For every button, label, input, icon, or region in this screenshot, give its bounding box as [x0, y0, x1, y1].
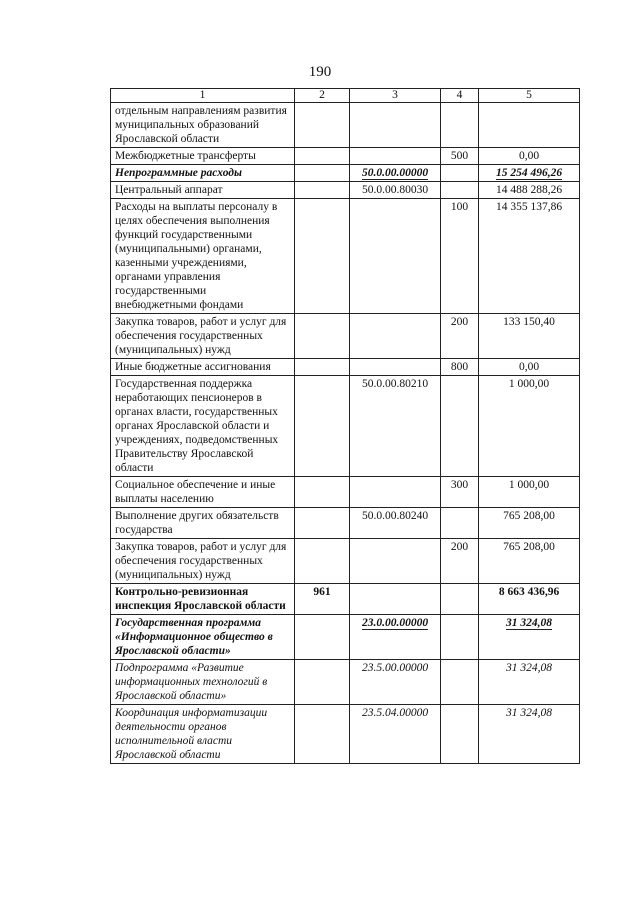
- row-amount: [479, 539, 580, 584]
- row-target-code: [350, 539, 441, 584]
- row-expense-type-text: 200: [450, 541, 469, 553]
- row-amount-text: 31 324,08: [506, 707, 552, 719]
- row-name: [111, 103, 295, 148]
- table-row: [111, 165, 580, 182]
- table-row: [111, 199, 580, 314]
- table-row: [111, 508, 580, 539]
- table-row: [111, 539, 580, 584]
- row-department-code: [295, 584, 350, 615]
- row-expense-type: [441, 199, 479, 314]
- row-name-text: Социальное обеспечение и иные выплаты населению: [115, 479, 276, 505]
- row-department-code: [295, 660, 350, 705]
- row-name-text: Межбюджетные трансферты: [115, 150, 256, 162]
- row-target-code: [350, 477, 441, 508]
- table-row: [111, 584, 580, 615]
- row-name: [111, 148, 295, 165]
- row-amount-text: 1 000,00: [508, 378, 550, 390]
- row-name-text: Государственная программа «Информационное общество в Ярославской области»: [115, 617, 273, 657]
- row-name: [111, 584, 295, 615]
- row-name-text: Государственная поддержка неработающих пенсионеров в органах власти, государственных органах Ярославской области и учреждениях, подведомственных Правительству Ярославской области: [115, 378, 279, 474]
- row-department-code: [295, 148, 350, 165]
- row-target-code: [350, 182, 441, 199]
- row-department-code: [295, 165, 350, 182]
- row-amount-text: 765 208,00: [503, 541, 555, 553]
- row-amount: [479, 359, 580, 376]
- row-target-code-text: 50.0.00.80210: [361, 378, 429, 390]
- row-target-code-text: 23.0.00.00000: [361, 617, 429, 629]
- row-name-text: Иные бюджетные ассигнования: [115, 361, 271, 373]
- row-name-text: Закупка товаров, работ и услуг для обеспечения государственных (муниципальных) нужд: [115, 316, 287, 356]
- row-target-code-text: 23.5.00.00000: [361, 662, 429, 674]
- row-expense-type: [441, 508, 479, 539]
- table-row: [111, 182, 580, 199]
- row-target-code-text: 50.0.00.00000: [361, 167, 429, 179]
- row-amount-text: 0,00: [518, 361, 540, 373]
- row-department-code: [295, 615, 350, 660]
- table-body: [111, 103, 580, 764]
- row-target-code: [350, 314, 441, 359]
- budget-table: [110, 88, 580, 764]
- row-name-text: Непрограммные расходы: [115, 167, 242, 179]
- row-amount: [479, 705, 580, 764]
- table-row: [111, 660, 580, 705]
- row-amount: [479, 508, 580, 539]
- row-amount: [479, 165, 580, 182]
- row-name-text: Координация информатизации деятельности органов исполнительной власти Ярославской области: [115, 707, 268, 761]
- row-department-code-text: 961: [313, 586, 331, 598]
- row-expense-type: [441, 539, 479, 584]
- row-target-code: [350, 199, 441, 314]
- row-amount-text: 14 488 288,26: [495, 184, 563, 196]
- row-name: [111, 705, 295, 764]
- table-row: [111, 705, 580, 764]
- row-expense-type: [441, 182, 479, 199]
- row-department-code: [295, 705, 350, 764]
- column-header: 1: [111, 89, 295, 103]
- row-name: [111, 165, 295, 182]
- row-department-code: [295, 103, 350, 148]
- row-expense-type: [441, 376, 479, 477]
- column-header: 3: [350, 89, 441, 103]
- row-target-code: [350, 508, 441, 539]
- row-expense-type-text: 500: [450, 150, 469, 162]
- row-expense-type: [441, 314, 479, 359]
- row-target-code: [350, 148, 441, 165]
- row-name-text: Подпрограмма «Развитие информационных технологий в Ярославской области»: [115, 662, 268, 702]
- row-expense-type: [441, 615, 479, 660]
- column-header: 4: [441, 89, 479, 103]
- row-expense-type: [441, 165, 479, 182]
- row-expense-type-text: 200: [450, 316, 469, 328]
- row-target-code: [350, 103, 441, 148]
- row-amount-text: 765 208,00: [503, 510, 555, 522]
- row-target-code: [350, 165, 441, 182]
- row-department-code: [295, 508, 350, 539]
- row-target-code: [350, 376, 441, 477]
- row-amount: [479, 314, 580, 359]
- row-department-code: [295, 359, 350, 376]
- row-name: [111, 376, 295, 477]
- row-target-code-text: 50.0.00.80030: [361, 184, 429, 196]
- row-amount: [479, 199, 580, 314]
- row-name: [111, 615, 295, 660]
- row-amount-text: 133 150,40: [503, 316, 555, 328]
- table-row: [111, 376, 580, 477]
- row-amount: [479, 148, 580, 165]
- row-amount: [479, 615, 580, 660]
- row-expense-type: [441, 477, 479, 508]
- row-target-code-text: 50.0.00.80240: [361, 510, 429, 522]
- row-name-text: Центральный аппарат: [115, 184, 223, 196]
- row-amount: [479, 376, 580, 477]
- row-amount-text: 0,00: [518, 150, 540, 162]
- row-amount: [479, 477, 580, 508]
- row-amount-text: 31 324,08: [506, 662, 552, 674]
- page-number: 190: [308, 64, 332, 80]
- row-amount: [479, 182, 580, 199]
- row-name: [111, 314, 295, 359]
- row-amount: [479, 660, 580, 705]
- row-name-text: Закупка товаров, работ и услуг для обеспечения государственных (муниципальных) нужд: [115, 541, 287, 581]
- row-department-code: [295, 539, 350, 584]
- table-row: [111, 103, 580, 148]
- row-amount-text: 14 355 137,86: [495, 201, 563, 213]
- row-target-code: [350, 705, 441, 764]
- row-expense-type-text: 800: [450, 361, 469, 373]
- row-target-code: [350, 359, 441, 376]
- row-amount: [479, 103, 580, 148]
- row-target-code-text: 23.5.04.00000: [361, 707, 429, 719]
- row-amount-text: 1 000,00: [508, 479, 550, 491]
- row-expense-type-text: 100: [450, 201, 469, 213]
- row-department-code: [295, 182, 350, 199]
- row-expense-type: [441, 148, 479, 165]
- row-name-text: Контрольно-ревизионная инспекция Ярославской области: [115, 586, 286, 612]
- row-name-text: отдельным направлениям развития муниципальных образований Ярославской области: [115, 105, 287, 145]
- row-name: [111, 477, 295, 508]
- row-name: [111, 508, 295, 539]
- row-expense-type: [441, 660, 479, 705]
- row-name: [111, 182, 295, 199]
- row-department-code: [295, 314, 350, 359]
- row-expense-type-text: 300: [450, 479, 469, 491]
- row-department-code: [295, 477, 350, 508]
- row-target-code: [350, 660, 441, 705]
- table-row: [111, 314, 580, 359]
- row-expense-type: [441, 103, 479, 148]
- row-amount-text: 31 324,08: [506, 617, 552, 629]
- column-header: 5: [479, 89, 580, 103]
- table-row: [111, 359, 580, 376]
- row-name: [111, 539, 295, 584]
- table-row: [111, 477, 580, 508]
- row-expense-type: [441, 705, 479, 764]
- column-header: 2: [295, 89, 350, 103]
- row-amount: [479, 584, 580, 615]
- table-header-row: [111, 89, 580, 103]
- row-name-text: Выполнение других обязательств государства: [115, 510, 279, 536]
- row-expense-type: [441, 359, 479, 376]
- row-name: [111, 660, 295, 705]
- row-name: [111, 199, 295, 314]
- row-department-code: [295, 376, 350, 477]
- table-row: [111, 148, 580, 165]
- row-target-code: [350, 615, 441, 660]
- row-amount-text: 8 663 436,96: [498, 586, 560, 598]
- row-department-code: [295, 199, 350, 314]
- row-expense-type: [441, 584, 479, 615]
- row-name-text: Расходы на выплаты персоналу в целях обеспечения выполнения функций государственными (муниципальными) органами, казенными учреждениями, органами управления государственными внебюджетными фондами: [115, 201, 278, 311]
- row-amount-text: 15 254 496,26: [495, 167, 563, 179]
- row-target-code: [350, 584, 441, 615]
- row-name: [111, 359, 295, 376]
- table-row: [111, 615, 580, 660]
